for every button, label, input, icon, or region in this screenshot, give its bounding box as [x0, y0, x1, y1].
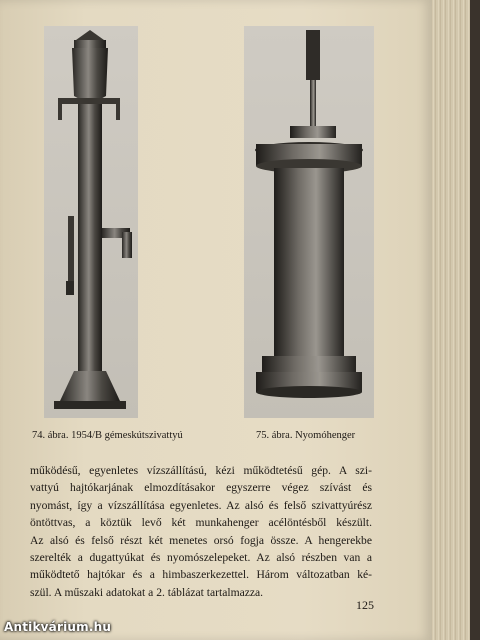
- book-page-edges: [432, 0, 480, 640]
- body-paragraph: [30, 462, 372, 601]
- pump-illustration: [44, 26, 138, 418]
- page-number: 125: [356, 598, 374, 612]
- figure-74-caption: 74. ábra. 1954/B gémeskútszivattyú: [32, 430, 183, 441]
- paragraph-line: működésű, egyenletes vízszállítású, kézi működtetésű gép. A szi-: [30, 464, 372, 477]
- figure-75-caption: 75. ábra. Nyomóhenger: [256, 430, 356, 441]
- paragraph-line: szerelték a dugattyúkat és nyomószelepeket. Az alsó részben van a: [30, 551, 372, 565]
- paragraph-line: szül. A műszaki adatokat a 2. táblázat tartalmazza.: [30, 585, 264, 599]
- figure-74-photo: [44, 26, 138, 418]
- paragraph-line: nyomást, így a vízszállítása egyenletes. Az alsó és felső szivattyúrész: [30, 498, 372, 512]
- figure-75-photo: [244, 26, 374, 418]
- paragraph-line: működtető hajtókar és a himbaszerkezettel. Három változatban ké-: [30, 568, 372, 582]
- paragraph-line: Az alsó és felső részt két menetes orsó fogja össze. A hengerekbe: [30, 533, 372, 547]
- paragraph-line: öntöttvas, a köztük levő két munkahenger acélöntésből készült.: [30, 516, 372, 530]
- watermark: Antikvárium.hu: [4, 620, 112, 634]
- paragraph-line: vattyú hajtókarjának elmozdításakor egyszerre végez szívást és: [30, 481, 372, 495]
- cylinder-illustration: [244, 26, 374, 418]
